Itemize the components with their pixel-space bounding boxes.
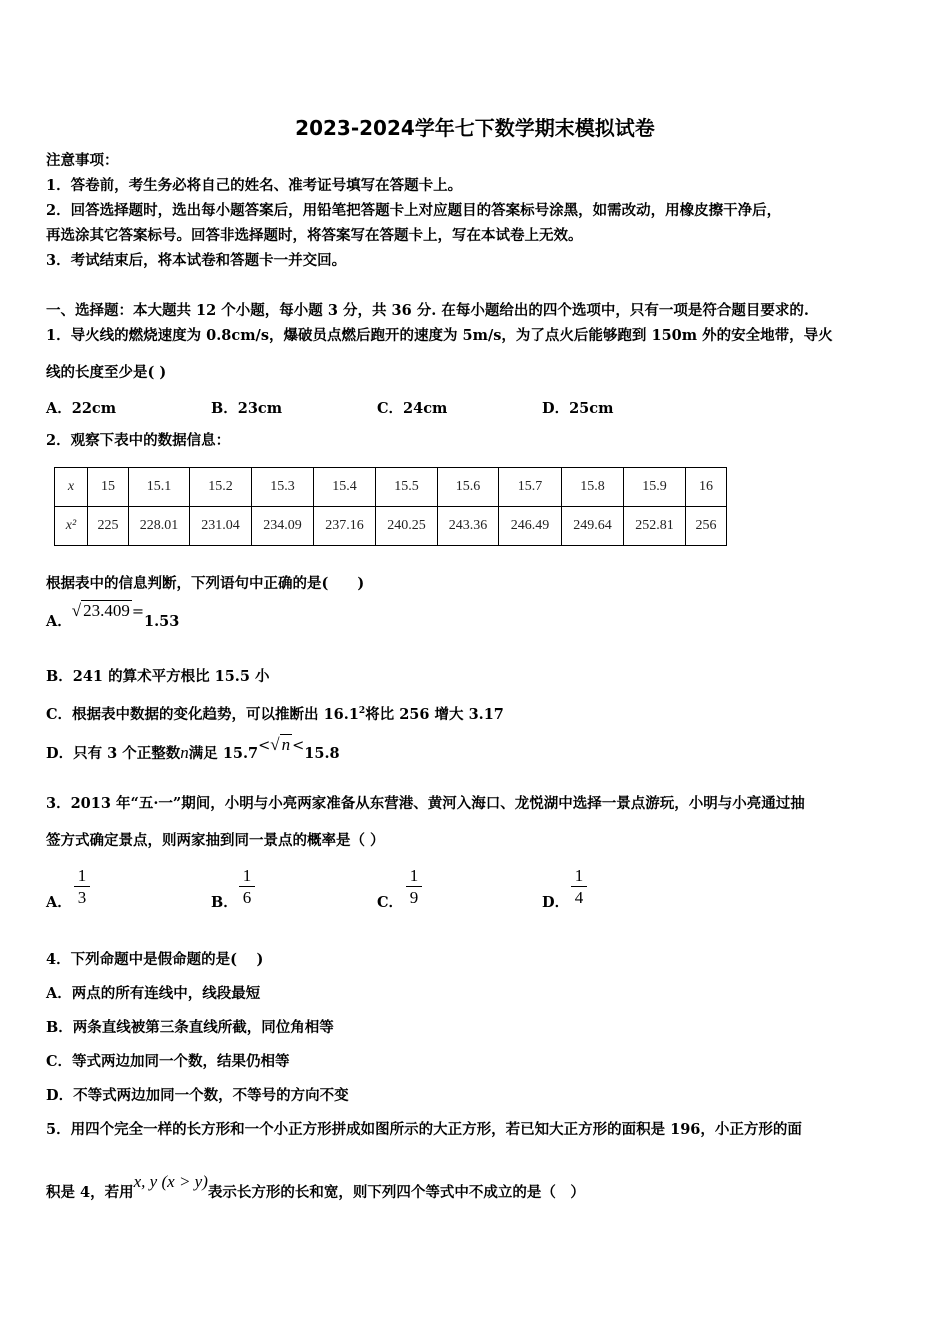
q3-option-b-fraction bbox=[239, 866, 255, 909]
table-cell: 246.49 bbox=[499, 507, 562, 546]
denominator: 4 bbox=[574, 888, 584, 907]
numerator: 1 bbox=[239, 866, 255, 887]
q2-option-c bbox=[46, 701, 504, 725]
q4-option-b: B．两条直线被第三条直线所截，同位角相等 bbox=[46, 1019, 334, 1036]
table-cell: 252.81 bbox=[624, 507, 686, 546]
table-cell: 15.8 bbox=[562, 468, 624, 507]
q1-option-c: C．24cm bbox=[377, 400, 448, 417]
table-cell: 228.01 bbox=[129, 507, 190, 546]
option-d-end: 15.8 bbox=[304, 745, 340, 762]
notice-item-3: 3．考试结束后，将本试卷和答题卡一并交回。 bbox=[46, 252, 347, 269]
q4-option-c: C．等式两边加同一个数，结果仍相等 bbox=[46, 1053, 290, 1070]
table-cell: 240.25 bbox=[376, 507, 438, 546]
q3-option-d-label: D． bbox=[542, 894, 570, 911]
radicand: 23.409 bbox=[83, 601, 130, 620]
q2-question: 根据表中的信息判断，下列语句中正确的是( ) bbox=[46, 575, 365, 592]
radicand: n bbox=[281, 735, 291, 754]
q5-stem-line2 bbox=[46, 1172, 585, 1203]
q5-text-pre: 积是 4，若用 bbox=[46, 1184, 134, 1201]
q2-option-a bbox=[46, 601, 180, 631]
table-row bbox=[55, 507, 727, 546]
option-d-mid: 满足 15.7 bbox=[188, 745, 259, 762]
table-cell: 15.9 bbox=[624, 468, 686, 507]
q2-option-d bbox=[46, 735, 340, 763]
q3-stem-line2: 签方式确定景点，则两家抽到同一景点的概率是（ ） bbox=[46, 832, 385, 849]
sqrt-expression: √ n bbox=[270, 735, 291, 754]
less-than: < bbox=[258, 738, 271, 754]
less-than: < bbox=[292, 738, 305, 754]
option-value: 1.53 bbox=[144, 613, 180, 630]
denominator: 9 bbox=[409, 888, 419, 907]
q1-option-a: A．22cm bbox=[46, 400, 117, 417]
table-cell: 15.1 bbox=[129, 468, 190, 507]
data-table bbox=[54, 467, 727, 546]
q4-stem: 4．下列命题中是假命题的是( ) bbox=[46, 951, 264, 968]
page-title: 2023-2024学年七下数学期末模拟试卷 bbox=[295, 116, 655, 140]
notice-item-2-cont: 再选涂其它答案标号。回答非选择题时，将答案写在答题卡上，写在本试卷上无效。 bbox=[46, 227, 583, 244]
q3-option-a-label: A． bbox=[46, 894, 72, 911]
superscript: 2 bbox=[358, 706, 366, 716]
table-cell: 15.4 bbox=[314, 468, 376, 507]
variable-n: n bbox=[180, 743, 189, 762]
table-cell-head: x bbox=[55, 468, 88, 507]
table-cell: 231.04 bbox=[190, 507, 252, 546]
denominator: 6 bbox=[242, 888, 252, 907]
q5-math-xy: x, y (x > y) bbox=[133, 1172, 208, 1191]
table-cell: 15.5 bbox=[376, 468, 438, 507]
table-cell: 237.16 bbox=[314, 507, 376, 546]
option-c-tail: 将比 256 增大 3.17 bbox=[365, 705, 504, 723]
table-row bbox=[55, 468, 727, 507]
table-cell: 15.2 bbox=[190, 468, 252, 507]
option-d-text: D．只有 3 个正整数 bbox=[46, 745, 181, 762]
notice-heading: 注意事项： bbox=[46, 152, 119, 169]
section-heading: 一、选择题：本大题共 12 个小题，每小题 3 分，共 36 分. 在每小题给出的四个选项中，只有一项是符合题目要求的. bbox=[46, 302, 809, 319]
table-cell: 243.36 bbox=[438, 507, 499, 546]
equals-sign: = bbox=[131, 604, 145, 620]
option-label: A． bbox=[46, 613, 72, 630]
q1-option-d: D．25cm bbox=[542, 400, 614, 417]
table-cell-head: x² bbox=[55, 507, 88, 546]
numerator: 1 bbox=[571, 866, 587, 887]
table-cell: 15.3 bbox=[252, 468, 314, 507]
notice-item-1: 1．答卷前，考生务必将自己的姓名、准考证号填写在答题卡上。 bbox=[46, 177, 463, 194]
q1-option-b: B．23cm bbox=[211, 400, 283, 417]
table-cell: 256 bbox=[686, 507, 727, 546]
q5-stem-line1: 5．用四个完全一样的长方形和一个小正方形拼成如图所示的大正方形，若已知大正方形的面积是 196，小正方形的面 bbox=[46, 1121, 802, 1138]
denominator: 3 bbox=[77, 888, 87, 907]
table-cell: 225 bbox=[88, 507, 129, 546]
table-cell: 16 bbox=[686, 468, 727, 507]
q2-option-b: B．241 的算术平方根比 15.5 小 bbox=[46, 668, 270, 685]
q4-option-d: D．不等式两边加同一个数，不等号的方向不变 bbox=[46, 1087, 349, 1104]
q3-option-b-label: B． bbox=[211, 894, 238, 911]
table-cell: 15.6 bbox=[438, 468, 499, 507]
numerator: 1 bbox=[74, 866, 90, 887]
q3-stem-line1: 3．2013 年“五·一”期间，小明与小亮两家准备从东营港、黄河入海口、龙悦湖中选择一景点游玩，小明与小亮通过抽 bbox=[46, 795, 805, 812]
q2-stem: 2．观察下表中的数据信息： bbox=[46, 432, 231, 449]
q4-option-a: A．两点的所有连线中，线段最短 bbox=[46, 985, 261, 1002]
q3-option-d-fraction bbox=[571, 866, 587, 909]
notice-item-2: 2．回答选择题时，选出每小题答案后，用铅笔把答题卡上对应题目的答案标号涂黑，如需改动，用橡皮擦干净后， bbox=[46, 202, 782, 219]
q3-option-c-label: C． bbox=[377, 894, 404, 911]
q5-text-post: 表示长方形的长和宽，则下列四个等式中不成立的是（ ） bbox=[207, 1184, 585, 1201]
table-cell: 249.64 bbox=[562, 507, 624, 546]
q1-stem-line2: 线的长度至少是( ) bbox=[46, 364, 167, 381]
table-cell: 15.7 bbox=[499, 468, 562, 507]
numerator: 1 bbox=[406, 866, 422, 887]
q3-option-a-fraction bbox=[74, 866, 90, 909]
table-cell: 234.09 bbox=[252, 507, 314, 546]
table-cell: 15 bbox=[88, 468, 129, 507]
sqrt-expression: √ 23.409 bbox=[71, 601, 130, 620]
q3-option-c-fraction bbox=[406, 866, 422, 909]
q1-stem-line1: 1．导火线的燃烧速度为 0.8cm/s，爆破员点燃后跑开的速度为 5m/s，为了点火后能够跑到 150m 外的安全地带，导火 bbox=[46, 327, 833, 344]
option-c-text: C．根据表中数据的变化趋势，可以推断出 16.1 bbox=[46, 705, 359, 723]
